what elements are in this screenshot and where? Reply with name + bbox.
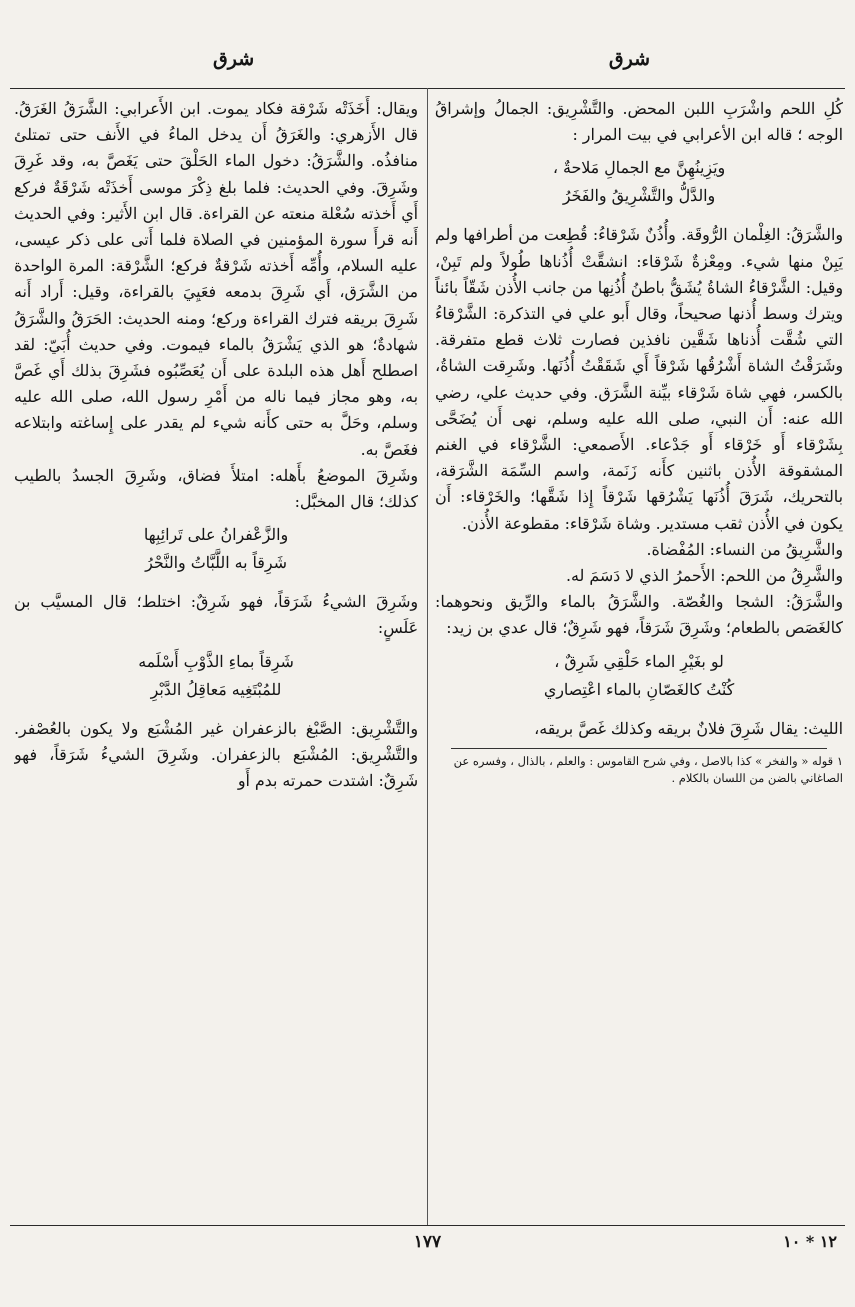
footnote-rule <box>451 748 826 749</box>
paragraph: الليث: يقال شَرِقَ فلانٌ بريقه وكذلك غَصَّ بريقه، <box>534 718 843 738</box>
verse-line: شَرِقاً به اللَّبَّاتُ والنَّحْرُ <box>145 553 287 573</box>
running-header-right: شرق <box>608 48 650 70</box>
verse-line: شَرِقاً بماءِ الذَّوْبِ أَسْلَمه <box>138 651 294 671</box>
paragraph: ويقال: أَخَذَتْه شَرْقة فكاد يموت. ابن الأَعرابي: الشَّرَقُ الغَرَقُ. قال الأَزهري: والغَرَقُ أَن يدخل الماءُ في الأَنف حتى تمتلئ منافذُه. والشَّرَقُ: دخول الماء الحَلْقَ حتى يَغَصَّ به، وقد غَرِقَ وشَرِقَ. وفي الحديث: فلما بلغ ذِكْرَ موسى أَخذَتْه شَرْقَةٌ فركع أَي أَخذته سُعْلة منعته عن القراءة. قال ابن الأَثير: وفي الحديث أَنه قرأَ سورة المؤمنين في الصلاة فلما أَتى على ذكر عيسى، عليه السلام، وأُمِّه أَخذته شَرْقةٌ فركع؛ الشَّرْقة: المرة الواحدة من الشَّرَق، أَي شَرِقَ بدمعه فعَيِيَ بالقراءة، وقيل: أَراد أَنه شَرِقَ بريقه فترك القراءة وركع؛ ومنه الحديث: الحَرَقُ والشَّرَقُ شهادةٌ؛ هو الذي يَشْرَقُ بالماء فيموت. وفي حديث أُبَيّ: لقد اصطلح أَهل هذه البلدة على أَن يُعَصِّبُوه فشَرِقَ بذلك أَي غَصَّ به، وهو مجاز فيما ناله من أَمْرِ رسول الله، صلى الله عليه وسلم، وحَلَّ به حتى كأَنه شيء لم يقدر على إِساغته وابتلاعه فغَصَّ به. <box>14 99 418 459</box>
paragraph: والشَّرِيقُ من النساء: المُفْضاة. <box>646 539 843 559</box>
verse-line: لو بغَيْرِ الماء حَلْقِي شَرِقٌ ، <box>554 651 724 671</box>
verse <box>14 521 418 577</box>
verse-line: كُنْتُ كالغَصّانِ بالماء اعْتِصاري <box>543 679 735 699</box>
left-column <box>14 96 418 1221</box>
paragraph: وشَرِقَ الشيءُ شَرَقاً، فهو شَرِقٌ: اختلط؛ قال المسيَّب بن عَلَسٍ: <box>14 592 418 638</box>
verse-line: والزَّعْفرانُ على تَرائِبِها <box>143 525 289 545</box>
footnote: ١ قوله « والفخر » كذا بالاصل ، وفي شرح القاموس : والعلم ، بالذال ، وفسره عن الصاغاني بالضن من اللسان بالكلام . <box>453 753 843 785</box>
paragraph: والشَّرِقُ من اللحم: الأَحمرُ الذي لا دَسَمَ له. <box>566 566 843 586</box>
running-header-left: شرق <box>213 48 255 70</box>
page-number: ١٧٧ <box>413 1232 442 1252</box>
verse-line: والدَّلُّ والتَّشْرِيقُ والفَخَرُ <box>562 186 716 206</box>
verse <box>435 648 843 704</box>
paragraph: وشَرِقَ الموضعُ بأَهله: امتلأَ فضاق، وشَرِقَ الجسدُ بالطيب كذلك؛ قال المخبَّل: <box>14 465 418 512</box>
verse <box>435 154 843 210</box>
verse-line: للمُبْتَغِيه مَعاقِلُ الدَّبْرِ <box>150 679 282 699</box>
verse <box>14 648 418 704</box>
paragraph: كُلِ اللحم واشْرَبِ اللبن المحض. والتَّشْرِيق: الجمالُ وإشراقُ الوجه ؛ قاله ابن الأعرابي في بيت المرار : <box>435 99 843 145</box>
footer-rule <box>10 1225 845 1226</box>
paragraph: والشَّرَقُ: الشجا والغُصّة. والشَّرَقُ بالماء والرِّيق ونحوهما: كالغَصَص بالطعام؛ وشَرِقَ شَرَقاً، فهو شَرِقٌ؛ قال عدي بن زيد: <box>435 592 843 638</box>
column-divider <box>427 88 428 1225</box>
right-column <box>435 96 843 1221</box>
paragraph: والشَّرَقُ: الغِلْمان الرُّوقَة. وأُذُنٌ شَرْقاءُ: قُطِعت من أطرافها ولم يَبِنْ منها شيء. ومِعْزةٌ شَرْقاء: انشقَّتْ أُذُناها طُولاً ولم تَبِنْ، وقيل: الشَّرْقاءُ الشاةُ يُشَقُّ باطنُ أُذُنِها من جانب الأُذن شَقّاً بائناً ويترك وسط أُذنها صحيحاً، وقال أَبو علي في التذكرة: الشَّرْقاءُ التي شُقَّت أُذناها شَقَّين نافذين فصارت ثلاث قطع متفرقة. وشَرَقْتُ الشاة أَشْرُقُها شَرْقاً أَي شَقَقْتُ أُذُنَها. وشَرِقت الشاةُ، بالكسر، فهي شاة شَرْقاء بيِّنة الشَّرَق. وفي حديث علي، رضي الله عنه: أَن النبي، صلى الله عليه وسلم، نهى أَن يُضَحَّى بِشَرْقاء أَو خَرْقاء أَو جَدْعاء. الأَصمعي: الشَّرْقاء في الغنم المشقوقة الأُذن باثنين كأَنه زَنَمة، واسم السِّمَة الشَّرَقة، بالتحريك، شَرَقَ أُذُنَها يَشْرُقها شَرْقاً إِذا شَقَّها؛ والخَرْقاء: أَن يكون في الأُذن ثقب مستدير. وشاة شَرْقاء: مقطوعة الأُذن. <box>435 225 843 533</box>
verse-line: ويَزِينُهِنَّ مع الجمالِ مَلاحةٌ ، <box>552 158 726 178</box>
signature-mark: ١٢ * ١٠ <box>783 1232 837 1251</box>
paragraph: والتَّشْرِيق: الصَّبْغ بالزعفران غير المُشْبَع ولا يكون بالعُصْفر. والتَّشْرِيق: المُشْبَع بالزعفران. وشَرِقَ الشيءُ شَرَقاً، فهو شَرِقٌ: اشتدت حمرته بدم أَو <box>14 718 418 791</box>
